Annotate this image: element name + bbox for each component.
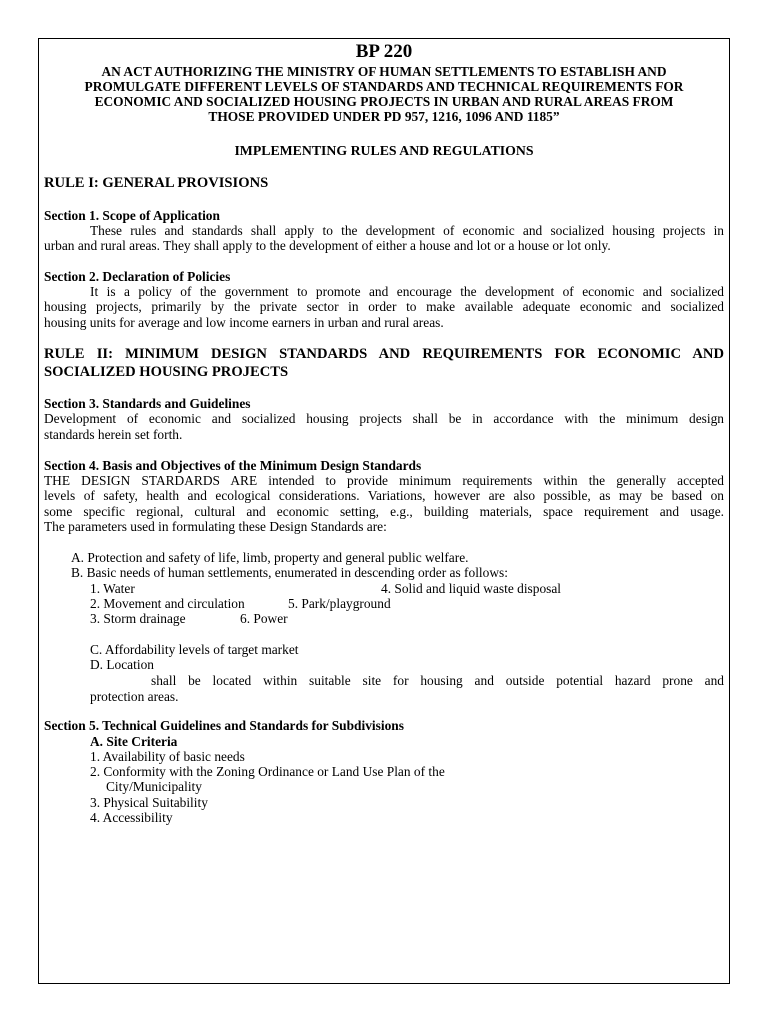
parameter-item-b: B. Basic needs of human settlements, enumerated in descending order as follows: [71, 565, 508, 580]
rule-1-heading: RULE I: GENERAL PROVISIONS [44, 175, 269, 191]
section-3-line: standards herein set forth. [44, 427, 183, 442]
section-4-line: THE DESIGN STARDARDS ARE intended to provide minimum requirements within the generally accepted [44, 473, 724, 488]
site-criteria-item: 1. Availability of basic needs [90, 749, 245, 764]
section-2-line: housing projects, primarily by the private sector in order to make available adequate economic and socialized [44, 299, 724, 314]
section-4-line: some specific regional, cultural and economic setting, e.g., building materials, space requirement and usage. [44, 504, 724, 519]
basic-need-item: 2. Movement and circulation [90, 596, 245, 611]
site-criteria-item: 3. Physical Suitability [90, 795, 208, 810]
section-1-line: These rules and standards shall apply to the development of economic and socialized housing projects in [90, 223, 724, 238]
site-criteria-item: 4. Accessibility [90, 810, 173, 825]
basic-need-item: 5. Park/playground [288, 596, 391, 611]
section-1-heading: Section 1. Scope of Application [44, 208, 220, 223]
section-2-line: It is a policy of the government to promote and encourage the development of economic and socialized [90, 284, 724, 299]
act-title-line: ECONOMIC AND SOCIALIZED HOUSING PROJECTS IN URBAN AND RURAL AREAS FROM [94, 94, 674, 109]
irr-heading: IMPLEMENTING RULES AND REGULATIONS [234, 143, 534, 158]
section-4-heading: Section 4. Basis and Objectives of the Minimum Design Standards [44, 458, 422, 473]
act-title-line: PROMULGATE DIFFERENT LEVELS OF STANDARDS AND TECHNICAL REQUIREMENTS FOR [84, 79, 684, 94]
parameter-item-c: C. Affordability levels of target market [90, 642, 299, 657]
section-2-line: housing units for average and low income earners in urban and rural areas. [44, 315, 444, 330]
basic-need-item: 4. Solid and liquid waste disposal [381, 581, 562, 596]
parameter-item-a: A. Protection and safety of life, limb, property and general public welfare. [71, 550, 469, 565]
section-2-heading: Section 2. Declaration of Policies [44, 269, 231, 284]
rule-2-heading: RULE II: MINIMUM DESIGN STANDARDS AND REQUIREMENTS FOR ECONOMIC AND [44, 346, 724, 362]
parameter-item-d: D. Location [90, 657, 154, 672]
basic-need-item: 6. Power [240, 611, 288, 626]
basic-need-item: 1. Water [90, 581, 135, 596]
section-4-line: The parameters used in formulating these Design Standards are: [44, 519, 387, 534]
act-title-line: THOSE PROVIDED UNDER PD 957, 1216, 1096 AND 1185” [208, 109, 560, 124]
section-3-line: Development of economic and socialized housing projects shall be in accordance with the minimum design [44, 411, 724, 426]
section-1-line: urban and rural areas. They shall apply to the development of either a house and lot or a house or lot only. [44, 238, 611, 253]
site-criteria-heading: A. Site Criteria [90, 734, 178, 749]
site-criteria-item: 2. Conformity with the Zoning Ordinance or Land Use Plan of the [90, 764, 445, 779]
section-5-heading: Section 5. Technical Guidelines and Standards for Subdivisions [44, 718, 404, 733]
section-4-line: levels of safety, health and ecological considerations. Variations, however are also possible, as may be based on [44, 488, 724, 503]
location-line: shall be located within suitable site for housing and outside potential hazard prone and [151, 673, 724, 688]
section-3-heading: Section 3. Standards and Guidelines [44, 396, 251, 411]
act-title-line: AN ACT AUTHORIZING THE MINISTRY OF HUMAN SETTLEMENTS TO ESTABLISH AND [101, 64, 667, 79]
basic-need-item: 3. Storm drainage [90, 611, 186, 626]
site-criteria-item: City/Municipality [106, 779, 202, 794]
rule-2-heading: SOCIALIZED HOUSING PROJECTS [44, 364, 289, 380]
location-line: protection areas. [90, 689, 179, 704]
document-title: BP 220 [355, 41, 413, 62]
